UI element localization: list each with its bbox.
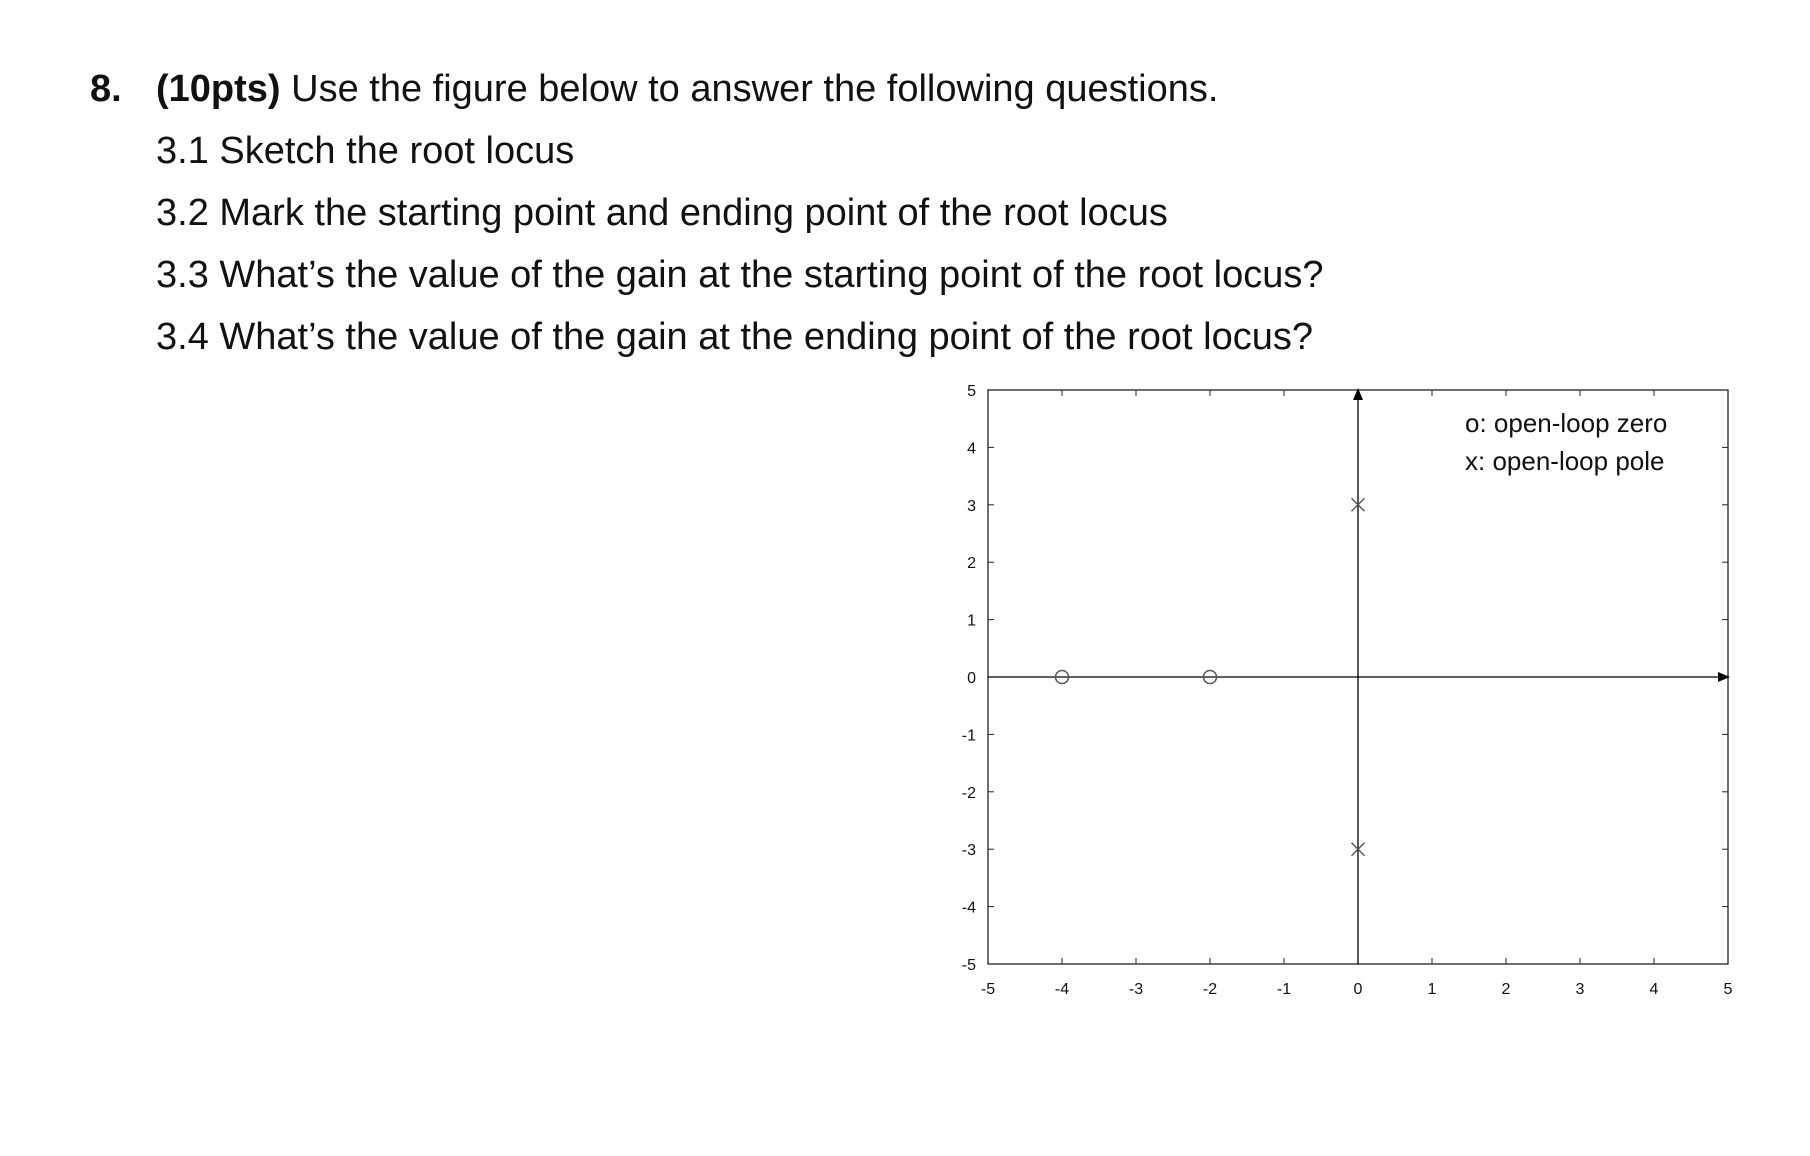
x-tick-label: -5 bbox=[980, 981, 996, 998]
y-tick-label: -2 bbox=[961, 784, 976, 802]
y-tick-label: 2 bbox=[967, 555, 976, 573]
legend bbox=[1465, 408, 1667, 476]
y-tick-label: -3 bbox=[961, 842, 976, 860]
x-tick-label: 3 bbox=[1575, 981, 1585, 998]
x-tick-label: 2 bbox=[1501, 981, 1511, 998]
y-tick-label: -1 bbox=[961, 727, 976, 745]
sub-question-3-4: 3.4 What’s the value of the gain at the ending point of the root locus? bbox=[156, 316, 1313, 358]
sub-question-3-1: 3.1 Sketch the root locus bbox=[156, 130, 575, 172]
x-tick-label: -4 bbox=[1054, 981, 1070, 998]
y-tick-label: 3 bbox=[967, 497, 976, 515]
question-points: (10pts) bbox=[156, 68, 281, 110]
y-tick-label: 5 bbox=[967, 383, 976, 400]
pole-zero-plot bbox=[940, 380, 1740, 1020]
x-tick-label: -3 bbox=[1128, 981, 1144, 998]
x-tick-label: -2 bbox=[1202, 981, 1218, 998]
x-tick-label: 1 bbox=[1427, 981, 1437, 998]
y-tick-label: -5 bbox=[961, 957, 976, 974]
y-tick-label: 0 bbox=[967, 670, 976, 687]
y-tick-label: -4 bbox=[961, 899, 976, 917]
x-tick-label: 5 bbox=[1723, 981, 1733, 998]
legend-pole-entry: x: open-loop pole bbox=[1465, 446, 1665, 476]
sub-question-3-3: 3.3 What’s the value of the gain at the starting point of the root locus? bbox=[156, 254, 1324, 296]
question-header bbox=[90, 68, 1218, 111]
question-number: 8. bbox=[90, 68, 122, 110]
x-tick-label: 0 bbox=[1353, 981, 1363, 998]
x-tick-label: 4 bbox=[1649, 981, 1659, 998]
y-tick-label: 1 bbox=[967, 612, 976, 630]
sub-question-3-2: 3.2 Mark the starting point and ending point of the root locus bbox=[156, 192, 1168, 234]
x-tick-label: -1 bbox=[1276, 981, 1292, 998]
y-tick-label: 4 bbox=[967, 440, 976, 458]
legend-zero-entry: o: open-loop zero bbox=[1465, 408, 1668, 438]
question-prompt: Use the figure below to answer the following questions. bbox=[291, 68, 1219, 110]
